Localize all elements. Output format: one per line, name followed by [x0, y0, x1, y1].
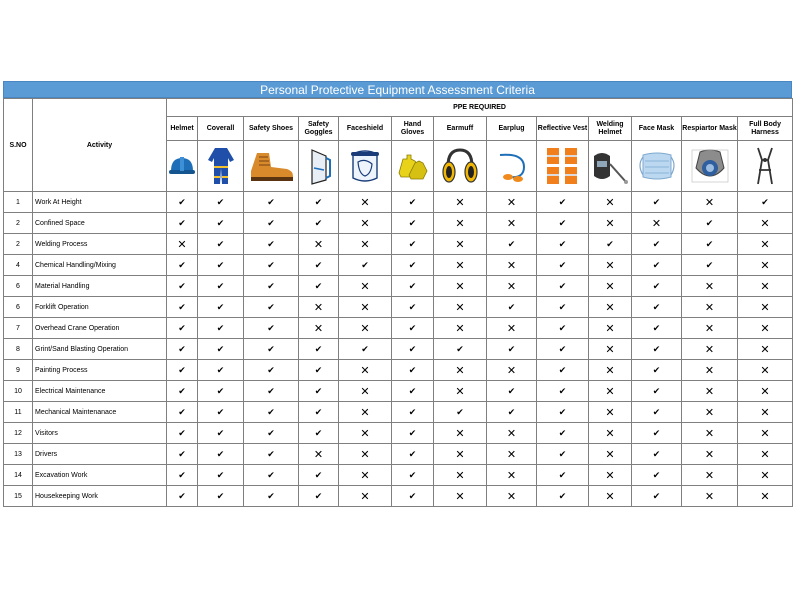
ppe-icon-cell [738, 141, 793, 192]
activity-cell: Work At Height [33, 192, 167, 213]
required-check-mark: ✔ [244, 192, 299, 213]
sno-cell: 6 [4, 276, 33, 297]
required-check-mark: ✔ [487, 234, 537, 255]
required-check-mark: ✔ [244, 423, 299, 444]
activity-header: Activity [33, 99, 167, 192]
not-required-cross-mark: ✕ [299, 234, 339, 255]
not-required-cross-mark: ✕ [589, 360, 632, 381]
activity-cell: Material Handling [33, 276, 167, 297]
not-required-cross-mark: ✕ [589, 213, 632, 234]
not-required-cross-mark: ✕ [589, 318, 632, 339]
required-check-mark: ✔ [632, 297, 682, 318]
required-check-mark: ✔ [167, 213, 198, 234]
not-required-cross-mark: ✕ [339, 381, 392, 402]
required-check-mark: ✔ [244, 381, 299, 402]
required-check-mark: ✔ [167, 192, 198, 213]
table-row [4, 213, 793, 234]
required-check-mark: ✔ [632, 423, 682, 444]
not-required-cross-mark: ✕ [339, 465, 392, 486]
not-required-cross-mark: ✕ [339, 234, 392, 255]
not-required-cross-mark: ✕ [487, 276, 537, 297]
ppe-icon-cell [487, 141, 537, 192]
respirator-icon [682, 146, 737, 186]
not-required-cross-mark: ✕ [487, 213, 537, 234]
activity-cell: Excavation Work [33, 465, 167, 486]
table-row [4, 402, 793, 423]
required-check-mark: ✔ [339, 339, 392, 360]
not-required-cross-mark: ✕ [339, 318, 392, 339]
activity-cell: Housekeeping Work [33, 486, 167, 507]
sno-cell: 9 [4, 360, 33, 381]
not-required-cross-mark: ✕ [434, 255, 487, 276]
sno-cell: 13 [4, 444, 33, 465]
table-row [4, 360, 793, 381]
not-required-cross-mark: ✕ [299, 444, 339, 465]
not-required-cross-mark: ✕ [738, 276, 793, 297]
required-check-mark: ✔ [392, 297, 434, 318]
ppe-column-header: Full Body Harness [738, 117, 793, 141]
sheet-title: Personal Protective Equipment Assessment Criteria [3, 81, 792, 98]
ppe-icon-cell [434, 141, 487, 192]
required-check-mark: ✔ [198, 339, 244, 360]
required-check-mark: ✔ [167, 465, 198, 486]
required-check-mark: ✔ [392, 423, 434, 444]
required-check-mark: ✔ [487, 297, 537, 318]
not-required-cross-mark: ✕ [682, 423, 738, 444]
required-check-mark: ✔ [392, 318, 434, 339]
not-required-cross-mark: ✕ [339, 423, 392, 444]
not-required-cross-mark: ✕ [434, 444, 487, 465]
sno-cell: 7 [4, 318, 33, 339]
required-check-mark: ✔ [167, 276, 198, 297]
ppe-column-header: Reflective Vest [537, 117, 589, 141]
required-check-mark: ✔ [299, 339, 339, 360]
not-required-cross-mark: ✕ [738, 381, 793, 402]
required-check-mark: ✔ [632, 276, 682, 297]
required-check-mark: ✔ [537, 339, 589, 360]
not-required-cross-mark: ✕ [682, 444, 738, 465]
activity-cell: Confined Space [33, 213, 167, 234]
required-check-mark: ✔ [198, 234, 244, 255]
required-check-mark: ✔ [537, 444, 589, 465]
vest-icon [537, 146, 588, 186]
required-check-mark: ✔ [537, 276, 589, 297]
sno-cell: 8 [4, 339, 33, 360]
ppe-column-header: Earmuff [434, 117, 487, 141]
not-required-cross-mark: ✕ [738, 297, 793, 318]
not-required-cross-mark: ✕ [589, 192, 632, 213]
required-check-mark: ✔ [299, 465, 339, 486]
not-required-cross-mark: ✕ [738, 423, 793, 444]
required-check-mark: ✔ [244, 213, 299, 234]
not-required-cross-mark: ✕ [682, 192, 738, 213]
not-required-cross-mark: ✕ [299, 318, 339, 339]
not-required-cross-mark: ✕ [339, 444, 392, 465]
required-check-mark: ✔ [244, 360, 299, 381]
not-required-cross-mark: ✕ [434, 234, 487, 255]
required-check-mark: ✔ [244, 339, 299, 360]
table-row [4, 276, 793, 297]
required-check-mark: ✔ [537, 192, 589, 213]
activity-cell: Forklift Operation [33, 297, 167, 318]
required-check-mark: ✔ [299, 276, 339, 297]
coverall-icon [198, 146, 243, 186]
not-required-cross-mark: ✕ [682, 339, 738, 360]
required-check-mark: ✔ [632, 360, 682, 381]
ppe-icon-cell [198, 141, 244, 192]
required-check-mark: ✔ [487, 402, 537, 423]
required-check-mark: ✔ [244, 297, 299, 318]
required-check-mark: ✔ [392, 486, 434, 507]
required-check-mark: ✔ [392, 465, 434, 486]
required-check-mark: ✔ [632, 402, 682, 423]
not-required-cross-mark: ✕ [738, 213, 793, 234]
required-check-mark: ✔ [682, 255, 738, 276]
required-check-mark: ✔ [244, 444, 299, 465]
not-required-cross-mark: ✕ [589, 423, 632, 444]
required-check-mark: ✔ [632, 465, 682, 486]
not-required-cross-mark: ✕ [434, 192, 487, 213]
ppe-icon-cell [682, 141, 738, 192]
not-required-cross-mark: ✕ [167, 234, 198, 255]
required-check-mark: ✔ [487, 339, 537, 360]
activity-cell: Painting Process [33, 360, 167, 381]
required-check-mark: ✔ [434, 339, 487, 360]
goggles-icon [299, 146, 338, 186]
not-required-cross-mark: ✕ [487, 423, 537, 444]
required-check-mark: ✔ [632, 381, 682, 402]
required-check-mark: ✔ [198, 213, 244, 234]
ppe-column-header: Hand Gloves [392, 117, 434, 141]
not-required-cross-mark: ✕ [434, 486, 487, 507]
ppe-sheet [3, 81, 792, 507]
required-check-mark: ✔ [537, 234, 589, 255]
not-required-cross-mark: ✕ [434, 423, 487, 444]
earplug-icon [487, 149, 536, 183]
required-check-mark: ✔ [299, 486, 339, 507]
required-check-mark: ✔ [537, 360, 589, 381]
not-required-cross-mark: ✕ [299, 297, 339, 318]
required-check-mark: ✔ [299, 381, 339, 402]
ppe-required-header: PPE REQUIRED [167, 99, 793, 117]
not-required-cross-mark: ✕ [589, 381, 632, 402]
required-check-mark: ✔ [632, 234, 682, 255]
required-check-mark: ✔ [392, 213, 434, 234]
required-check-mark: ✔ [632, 339, 682, 360]
required-check-mark: ✔ [244, 486, 299, 507]
not-required-cross-mark: ✕ [339, 276, 392, 297]
required-check-mark: ✔ [392, 276, 434, 297]
not-required-cross-mark: ✕ [339, 486, 392, 507]
required-check-mark: ✔ [537, 255, 589, 276]
sno-cell: 6 [4, 297, 33, 318]
ppe-icon-cell [392, 141, 434, 192]
required-check-mark: ✔ [198, 255, 244, 276]
required-check-mark: ✔ [198, 402, 244, 423]
not-required-cross-mark: ✕ [589, 444, 632, 465]
ppe-column-header: Helmet [167, 117, 198, 141]
required-check-mark: ✔ [299, 423, 339, 444]
required-check-mark: ✔ [244, 234, 299, 255]
required-check-mark: ✔ [167, 255, 198, 276]
required-check-mark: ✔ [198, 318, 244, 339]
required-check-mark: ✔ [198, 444, 244, 465]
not-required-cross-mark: ✕ [339, 297, 392, 318]
required-check-mark: ✔ [589, 234, 632, 255]
activity-cell: Mechanical Maintenanace [33, 402, 167, 423]
not-required-cross-mark: ✕ [738, 234, 793, 255]
ppe-column-header: Respiartor Mask [682, 117, 738, 141]
ppe-column-header: Safety Goggles [299, 117, 339, 141]
table-row [4, 486, 793, 507]
table-row [4, 465, 793, 486]
sno-cell: 1 [4, 192, 33, 213]
not-required-cross-mark: ✕ [434, 213, 487, 234]
ppe-icon-cell [632, 141, 682, 192]
not-required-cross-mark: ✕ [434, 297, 487, 318]
not-required-cross-mark: ✕ [487, 444, 537, 465]
required-check-mark: ✔ [198, 360, 244, 381]
required-check-mark: ✔ [167, 360, 198, 381]
required-check-mark: ✔ [299, 213, 339, 234]
not-required-cross-mark: ✕ [738, 444, 793, 465]
not-required-cross-mark: ✕ [339, 192, 392, 213]
ppe-column-header: Faceshield [339, 117, 392, 141]
not-required-cross-mark: ✕ [434, 465, 487, 486]
not-required-cross-mark: ✕ [632, 213, 682, 234]
required-check-mark: ✔ [738, 192, 793, 213]
not-required-cross-mark: ✕ [339, 402, 392, 423]
required-check-mark: ✔ [392, 255, 434, 276]
sno-cell: 12 [4, 423, 33, 444]
table-row [4, 255, 793, 276]
not-required-cross-mark: ✕ [434, 381, 487, 402]
required-check-mark: ✔ [167, 402, 198, 423]
welding-helmet-icon [589, 146, 631, 186]
activity-cell: Grint/Sand Blasting Operation [33, 339, 167, 360]
gloves-icon [392, 151, 433, 181]
not-required-cross-mark: ✕ [434, 276, 487, 297]
safety-shoes-icon [244, 149, 298, 183]
not-required-cross-mark: ✕ [682, 381, 738, 402]
required-check-mark: ✔ [167, 381, 198, 402]
ppe-column-header: Face Mask [632, 117, 682, 141]
activity-cell: Overhead Crane Operation [33, 318, 167, 339]
not-required-cross-mark: ✕ [589, 339, 632, 360]
required-check-mark: ✔ [392, 381, 434, 402]
required-check-mark: ✔ [537, 423, 589, 444]
not-required-cross-mark: ✕ [589, 402, 632, 423]
not-required-cross-mark: ✕ [434, 318, 487, 339]
required-check-mark: ✔ [537, 402, 589, 423]
required-check-mark: ✔ [537, 465, 589, 486]
required-check-mark: ✔ [537, 486, 589, 507]
not-required-cross-mark: ✕ [589, 465, 632, 486]
required-check-mark: ✔ [299, 360, 339, 381]
required-check-mark: ✔ [632, 318, 682, 339]
table-row [4, 444, 793, 465]
sno-cell: 4 [4, 255, 33, 276]
required-check-mark: ✔ [198, 381, 244, 402]
not-required-cross-mark: ✕ [339, 213, 392, 234]
required-check-mark: ✔ [537, 213, 589, 234]
required-check-mark: ✔ [299, 402, 339, 423]
required-check-mark: ✔ [198, 423, 244, 444]
not-required-cross-mark: ✕ [589, 276, 632, 297]
required-check-mark: ✔ [434, 402, 487, 423]
required-check-mark: ✔ [392, 192, 434, 213]
required-check-mark: ✔ [392, 360, 434, 381]
required-check-mark: ✔ [244, 402, 299, 423]
face-mask-icon [632, 149, 681, 183]
table-row [4, 318, 793, 339]
not-required-cross-mark: ✕ [487, 255, 537, 276]
faceshield-icon [339, 148, 391, 184]
required-check-mark: ✔ [392, 339, 434, 360]
not-required-cross-mark: ✕ [738, 465, 793, 486]
required-check-mark: ✔ [632, 255, 682, 276]
required-check-mark: ✔ [299, 192, 339, 213]
required-check-mark: ✔ [244, 255, 299, 276]
not-required-cross-mark: ✕ [339, 360, 392, 381]
not-required-cross-mark: ✕ [589, 255, 632, 276]
sno-header: S.NO [4, 99, 33, 192]
sno-cell: 15 [4, 486, 33, 507]
not-required-cross-mark: ✕ [738, 402, 793, 423]
sno-cell: 2 [4, 213, 33, 234]
required-check-mark: ✔ [167, 444, 198, 465]
not-required-cross-mark: ✕ [682, 276, 738, 297]
sno-cell: 10 [4, 381, 33, 402]
required-check-mark: ✔ [198, 297, 244, 318]
required-check-mark: ✔ [682, 213, 738, 234]
required-check-mark: ✔ [244, 465, 299, 486]
required-check-mark: ✔ [167, 318, 198, 339]
table-row [4, 381, 793, 402]
not-required-cross-mark: ✕ [738, 318, 793, 339]
required-check-mark: ✔ [299, 255, 339, 276]
ppe-table [3, 98, 793, 507]
not-required-cross-mark: ✕ [487, 360, 537, 381]
required-check-mark: ✔ [198, 486, 244, 507]
not-required-cross-mark: ✕ [682, 318, 738, 339]
sno-cell: 14 [4, 465, 33, 486]
not-required-cross-mark: ✕ [738, 255, 793, 276]
required-check-mark: ✔ [537, 297, 589, 318]
not-required-cross-mark: ✕ [738, 339, 793, 360]
not-required-cross-mark: ✕ [487, 192, 537, 213]
ppe-column-header: Welding Helmet [589, 117, 632, 141]
table-row [4, 339, 793, 360]
required-check-mark: ✔ [167, 486, 198, 507]
required-check-mark: ✔ [244, 318, 299, 339]
ppe-icon-cell [589, 141, 632, 192]
ppe-icon-cell [339, 141, 392, 192]
required-check-mark: ✔ [167, 297, 198, 318]
required-check-mark: ✔ [632, 486, 682, 507]
not-required-cross-mark: ✕ [589, 486, 632, 507]
sno-cell: 2 [4, 234, 33, 255]
not-required-cross-mark: ✕ [738, 360, 793, 381]
required-check-mark: ✔ [244, 276, 299, 297]
required-check-mark: ✔ [487, 381, 537, 402]
required-check-mark: ✔ [198, 276, 244, 297]
ppe-icon-cell [167, 141, 198, 192]
not-required-cross-mark: ✕ [589, 297, 632, 318]
activity-cell: Drivers [33, 444, 167, 465]
required-check-mark: ✔ [392, 234, 434, 255]
not-required-cross-mark: ✕ [682, 402, 738, 423]
ppe-column-header: Earplug [487, 117, 537, 141]
ppe-icon-cell [244, 141, 299, 192]
required-check-mark: ✔ [392, 444, 434, 465]
sno-cell: 11 [4, 402, 33, 423]
earmuff-icon [434, 146, 486, 186]
activity-cell: Electrical Maintenance [33, 381, 167, 402]
required-check-mark: ✔ [339, 255, 392, 276]
table-row [4, 192, 793, 213]
table-row [4, 423, 793, 444]
not-required-cross-mark: ✕ [682, 465, 738, 486]
required-check-mark: ✔ [537, 318, 589, 339]
required-check-mark: ✔ [632, 444, 682, 465]
not-required-cross-mark: ✕ [434, 360, 487, 381]
activity-cell: Chemical Handling/Mixing [33, 255, 167, 276]
ppe-icon-cell [537, 141, 589, 192]
required-check-mark: ✔ [198, 465, 244, 486]
not-required-cross-mark: ✕ [682, 486, 738, 507]
helmet-icon [167, 151, 197, 181]
required-check-mark: ✔ [537, 381, 589, 402]
not-required-cross-mark: ✕ [487, 486, 537, 507]
required-check-mark: ✔ [632, 192, 682, 213]
ppe-column-header: Coverall [198, 117, 244, 141]
required-check-mark: ✔ [682, 234, 738, 255]
required-check-mark: ✔ [198, 192, 244, 213]
not-required-cross-mark: ✕ [738, 486, 793, 507]
not-required-cross-mark: ✕ [487, 318, 537, 339]
activity-cell: Welding Process [33, 234, 167, 255]
harness-icon [738, 146, 792, 186]
table-row [4, 234, 793, 255]
ppe-icon-cell [299, 141, 339, 192]
not-required-cross-mark: ✕ [487, 465, 537, 486]
required-check-mark: ✔ [167, 339, 198, 360]
required-check-mark: ✔ [392, 402, 434, 423]
table-row [4, 297, 793, 318]
required-check-mark: ✔ [167, 423, 198, 444]
not-required-cross-mark: ✕ [682, 360, 738, 381]
not-required-cross-mark: ✕ [682, 297, 738, 318]
activity-cell: Visitors [33, 423, 167, 444]
ppe-column-header: Safety Shoes [244, 117, 299, 141]
